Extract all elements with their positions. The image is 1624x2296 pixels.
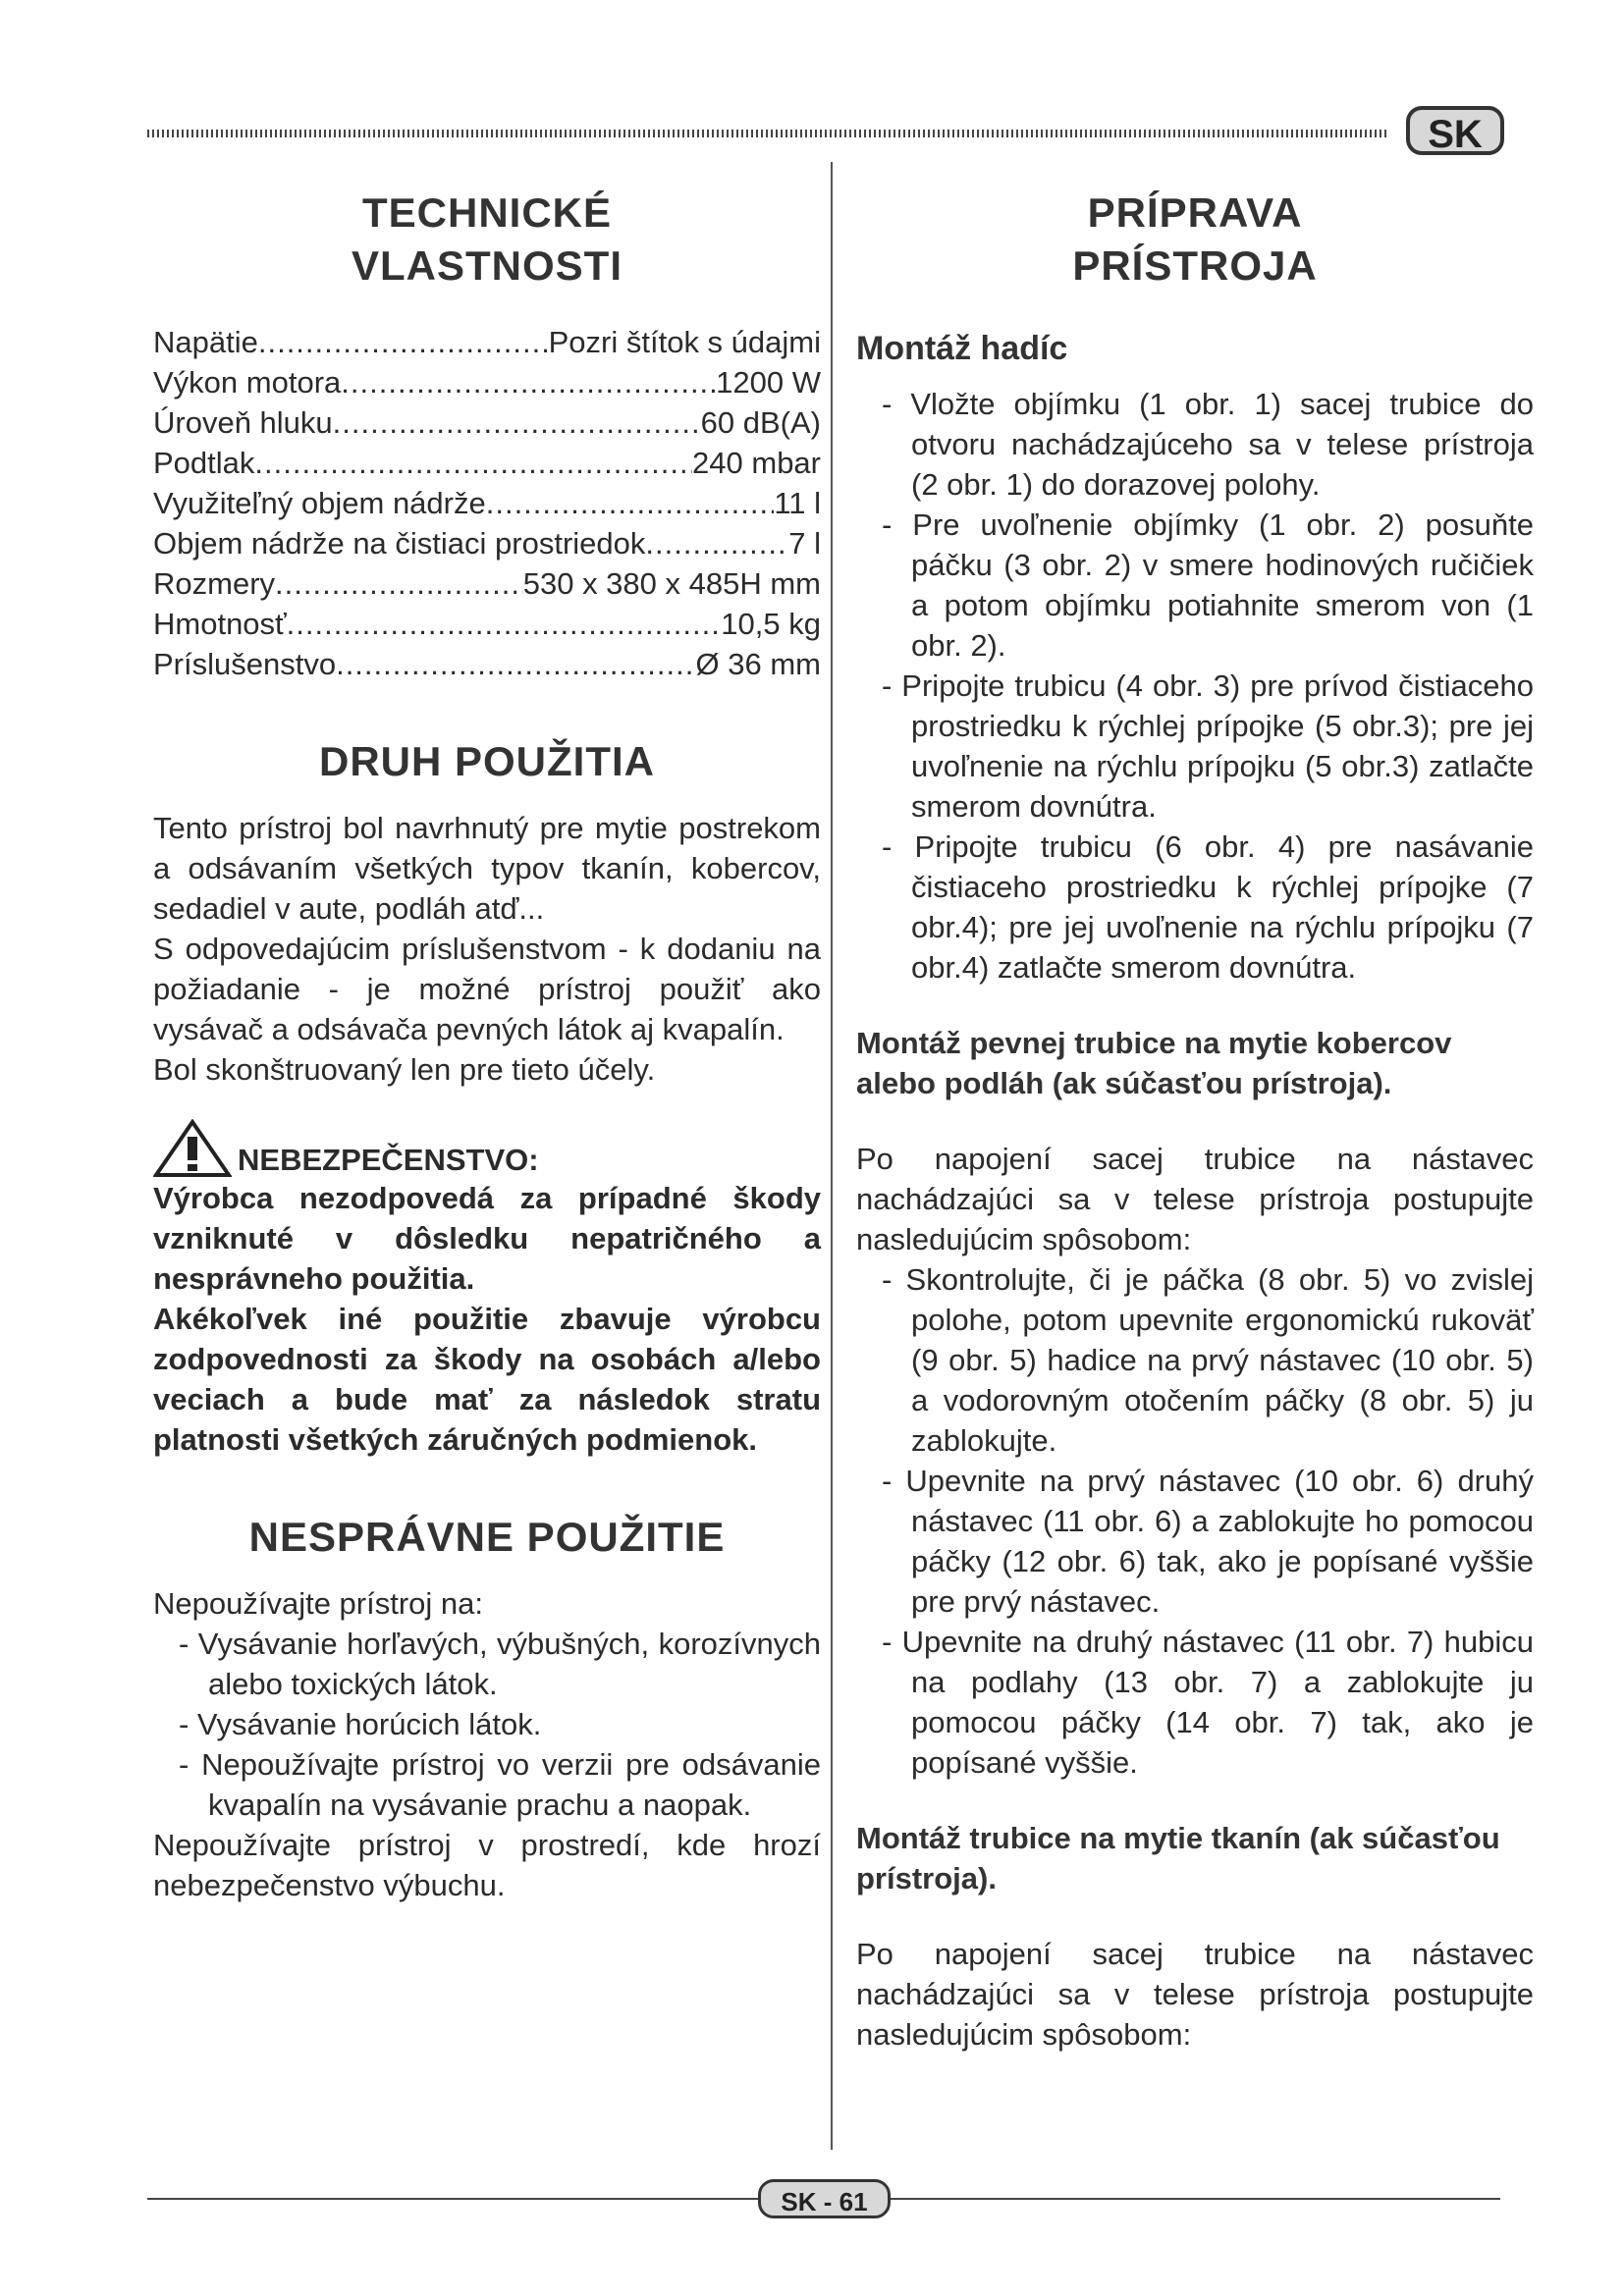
tech-title xyxy=(153,187,821,293)
spec-row: Príslušenstvo ..... Ø 36 mm xyxy=(153,644,821,684)
carpet-intro: Po napojení sacej trubice na nástavec nachádzajúci sa v telese prístroja postupujte nasledujúcim spôsobom: xyxy=(856,1142,1534,1256)
fabric-intro: Po napojení sacej trubice na nástavec nachádzajúci sa v telese prístroja postupujte nasledujúcim spôsobom: xyxy=(856,1937,1534,2052)
use-title: DRUH POUŽITIA xyxy=(319,738,655,784)
warning-heading xyxy=(153,1119,821,1178)
spec-row: Objem nádrže na čistiaci prostriedok ..... 7 l xyxy=(153,523,821,563)
page-number-badge: SK - 61 xyxy=(758,2179,891,2218)
hoses-item: - Pripojte trubicu (6 obr. 4) pre nasávanie čistiaceho prostriedku k rýchlej prípojke (7 obr.4); pre jej uvoľnenie na rýchlu prípojku (7 obr.4) zatlačte smerom dovnútra. xyxy=(882,829,1534,985)
prep-title-line1: PRÍPRAVA xyxy=(1087,189,1303,236)
right-column xyxy=(856,187,1534,2055)
spec-row: Využiteľný objem nádrže ..... 11 l xyxy=(153,483,821,523)
misuse-item: - Nepoužívajte prístroj vo verzii pre odsávanie kvapalín na vysávanie prachu a naopak. xyxy=(179,1747,821,1822)
use-paragraph-2: S odpovedajúcim príslušenstvom - k dodaniu na požiadanie - je možné prístroj použiť ako vysávač a odsávača pevných látok aj kvapalín. xyxy=(153,932,821,1046)
header-rule xyxy=(147,130,1386,137)
spec-row: Rozmery ..... 530 x 380 x 485H mm xyxy=(153,563,821,604)
spec-list xyxy=(153,322,821,684)
warning-paragraph-1: Výrobca nezodpovedá za prípadné škody vzniknuté v dôsledku nepatričného a nesprávneho použitia. xyxy=(153,1181,821,1296)
spec-row: Napätie ..... Pozri štítok s údajmi xyxy=(153,322,821,362)
carpet-text xyxy=(856,1139,1534,1783)
misuse-item: - Vysávanie horľavých, výbušných, korozívnych alebo toxických látok. xyxy=(179,1627,821,1701)
misuse-text xyxy=(153,1583,821,1905)
carpet-item: - Upevnite na prvý nástavec (10 obr. 6) druhý nástavec (11 obr. 6) a zablokujte ho pomocou páčky (12 obr. 6) tak, ako je popísané vyššie pre prvý nástavec. xyxy=(882,1464,1534,1619)
use-paragraph-1: Tento prístroj bol navrhnutý pre mytie postrekom a odsávaním všetkých typov tkanín, kobercov, sedadiel v aute, podláh atď... xyxy=(153,811,821,926)
prep-title xyxy=(856,187,1534,293)
use-text xyxy=(153,808,821,1090)
carpet-item: - Skontrolujte, či je páčka (8 obr. 5) vo zvislej polohe, potom upevnite ergonomickú rukoväť (9 obr. 5) hadice na prvý nástavec (10 obr. 5) a vodorovným otočením páčky (8 obr. 5) ju zablokujte. xyxy=(882,1262,1534,1458)
misuse-outro: Nepoužívajte prístroj v prostredí, kde hrozí nebezpečenstvo výbuchu. xyxy=(153,1828,821,1902)
use-paragraph-3: Bol skonštruovaný len pre tieto účely. xyxy=(153,1052,656,1087)
misuse-item: - Vysávanie horúcich látok. xyxy=(179,1707,542,1741)
misuse-intro: Nepoužívajte prístroj na: xyxy=(153,1586,484,1621)
warning-paragraph-2: Akékoľvek iné použitie zbavuje výrobcu zodpovednosti za škody na osobách a/lebo veciach a bude mať za následok stratu platnosti všetkých záručných podmienok. xyxy=(153,1302,821,1457)
prep-title-line2: PRÍSTROJA xyxy=(1072,242,1318,289)
language-badge: SK xyxy=(1406,106,1504,155)
warning-title: NEBEZPEČENSTVO: xyxy=(238,1143,539,1177)
carpet-item: - Upevnite na druhý nástavec (11 obr. 7) hubicu na podlahy (13 obr. 7) a zablokujte ju pomocou páčky (14 obr. 7) tak, ako je popísané vyššie. xyxy=(882,1625,1534,1780)
left-column xyxy=(153,187,821,1905)
fabric-title: Montáž trubice na mytie tkanín (ak súčasťou prístroja). xyxy=(856,1821,1500,1896)
hoses-item: - Pre uvoľnenie objímky (1 obr. 2) posuňte páčku (3 obr. 2) v smere hodinových ručičiek a potom objímku potiahnite smerom von (1 obr. 2). xyxy=(882,507,1534,663)
warning-triangle-icon xyxy=(153,1119,232,1178)
column-divider xyxy=(831,162,833,2150)
spec-row: Hmotnosť ..... 10,5 kg xyxy=(153,604,821,644)
spec-row: Úroveň hluku ..... 60 dB(A) xyxy=(153,402,821,443)
hoses-item: - Vložte objímku (1 obr. 1) sacej trubice do otvoru nachádzajúceho sa v telese prístroja (2 obr. 1) do dorazovej polohy. xyxy=(882,387,1534,502)
hoses-item: - Pripojte trubicu (4 obr. 3) pre prívod čistiaceho prostriedku k rýchlej prípojke (5 obr.3); pre jej uvoľnenie na rýchlu prípojku (5 obr.3) zatlačte smerom dovnútra. xyxy=(882,668,1534,824)
tech-title-line1: TECHNICKÉ xyxy=(361,189,612,236)
hoses-list xyxy=(856,384,1534,988)
misuse-title: NESPRÁVNE POUŽITIE xyxy=(248,1514,726,1560)
carpet-title: Montáž pevnej trubice na mytie kobercov alebo podláh (ak súčasťou prístroja). xyxy=(856,1026,1452,1100)
spec-row: Výkon motora ..... 1200 W xyxy=(153,362,821,402)
tech-title-line2: VLASTNOSTI xyxy=(351,242,623,289)
spec-row: Podtlak ..... 240 mbar xyxy=(153,443,821,483)
hoses-title: Montáž hadíc xyxy=(856,330,1068,367)
